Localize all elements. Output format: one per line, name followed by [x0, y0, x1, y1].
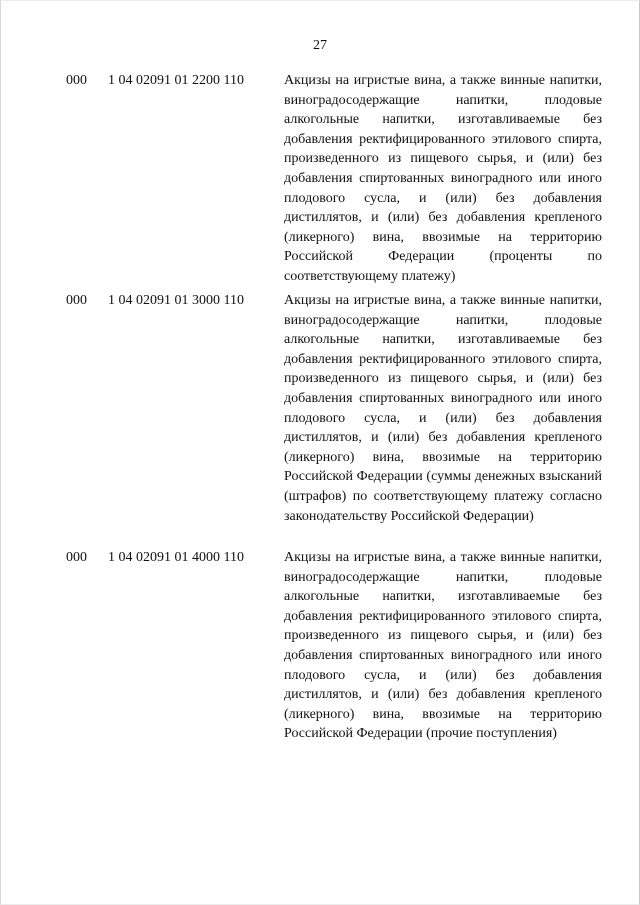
- budget-classification-code: 1 04 02091 01 3000 110: [108, 293, 244, 308]
- admin-code: 000: [66, 73, 87, 88]
- entry-description: Акцизы на игристые вина, а также винные напитки, виноградосодержащие напитки, плодовые алкогольные напитки, изготавливаемые без добавления ректифицированного этилового спирта, произведенного из пищевого сырья, и (или) без добавления спиртованных виноградного или иного плодового сусла, и (или) без добавления дистиллятов, и (или) без добавления крепленого (ликерного) вина, ввозимые на территорию Российской Федерации (суммы денежных взысканий (штрафов) по соответствующему платежу согласно законодательству Российской Федерации): [284, 293, 602, 524]
- admin-code: 000: [66, 293, 87, 308]
- entry-description: Акцизы на игристые вина, а также винные напитки, виноградосодержащие напитки, плодовые алкогольные напитки, изготавливаемые без добавления ректифицированного этилового спирта, произведенного из пищевого сырья, и (или) без добавления спиртованных виноградного или иного плодового сусла, и (или) без добавления дистиллятов, и (или) без добавления крепленого (ликерного) вина, ввозимые на территорию Российской Федерации (прочие поступления): [284, 550, 602, 742]
- budget-classification-code: 1 04 02091 01 2200 110: [108, 73, 244, 88]
- entry-description: Акцизы на игристые вина, а также винные напитки, виноградосодержащие напитки, плодовые алкогольные напитки, изготавливаемые без добавления ректифицированного этилового спирта, произведенного из пищевого сырья, и (или) без добавления спиртованных виноградного или иного плодового сусла, и (или) без добавления дистиллятов, и (или) без добавления крепленого (ликерного) вина, ввозимые на территорию Российской Федерации (проценты по соответствующему платежу): [284, 73, 602, 284]
- budget-classification-code: 1 04 02091 01 4000 110: [108, 550, 244, 565]
- admin-code: 000: [66, 550, 87, 565]
- page-number: 27: [313, 38, 327, 53]
